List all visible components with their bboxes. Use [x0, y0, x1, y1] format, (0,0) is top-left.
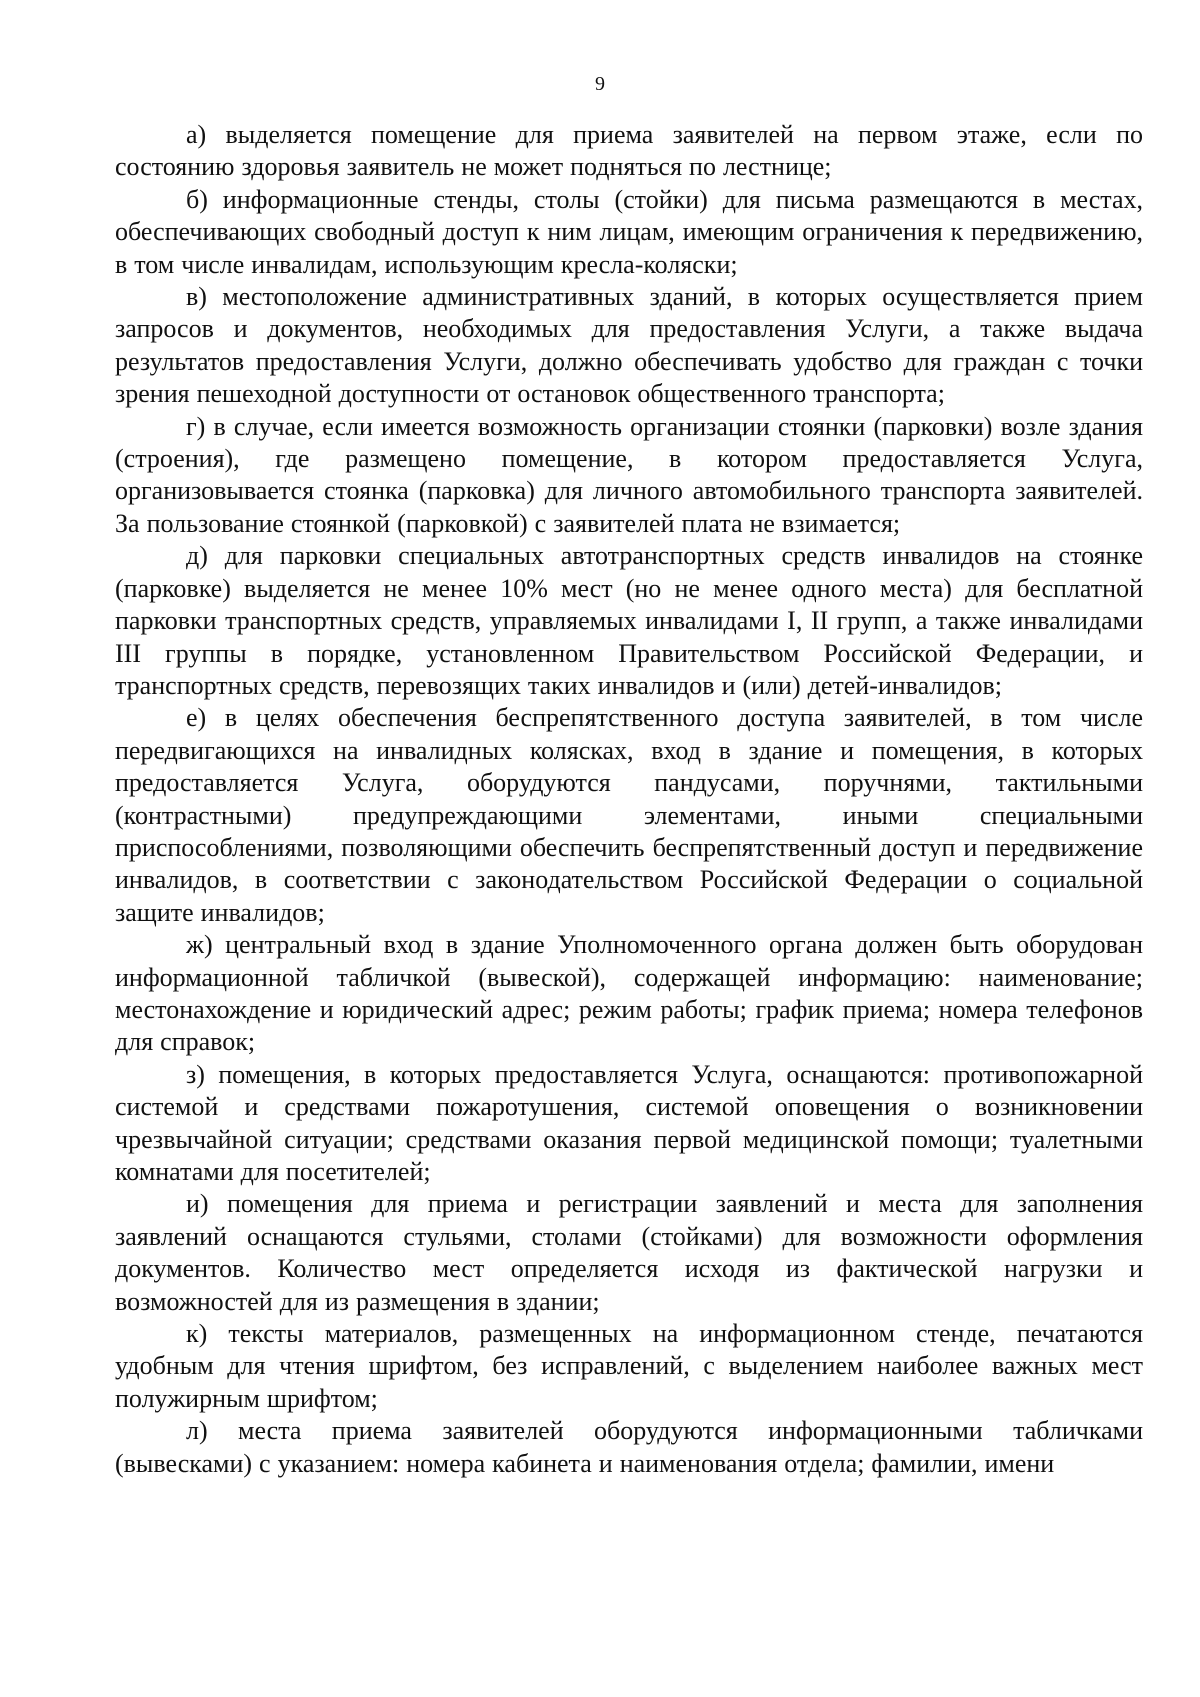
paragraph-k: к) тексты материалов, размещенных на информационном стенде, печатаются удобным для чтения шрифтом, без исправлений, с выделением наиболее важных мест полужирным шрифтом;	[115, 1319, 1143, 1413]
paragraph-e: е) в целях обеспечения беспрепятственного доступа заявителей, в том числе передвигающихся на инвалидных колясках, вход в здание и помещения, в которых предоставляется Услуга, оборудуются пандусами, поручнями, тактильными (контрастными) предупреждающими элементами, иными специальными приспособлениями, позволяющими обеспечить беспрепятственный доступ и передвижение инвалидов, в соответствии с законодательством Российской Федерации о социальной защите инвалидов;	[115, 703, 1143, 927]
paragraph-v: в) местоположение административных зданий, в которых осуществляется прием запросов и документов, необходимых для предоставления Услуги, а также выдача результатов предоставления Услуги, должно обеспечивать удобство для граждан с точки зрения пешеходной доступности от остановок общественного транспорта;	[115, 282, 1143, 409]
paragraph-i: и) помещения для приема и регистрации заявлений и места для заполнения заявлений оснащаются стульями, столами (стойками) для возможности оформления документов. Количество мест определяется исходя из фактической нагрузки и возможностей для из размещения в здании;	[115, 1189, 1143, 1316]
page-number: 9	[595, 73, 605, 95]
document-body	[115, 119, 1143, 1480]
paragraph-l: л) места приема заявителей оборудуются информационными табличками (вывесками) с указанием: номера кабинета и наименования отдела; фамилии, имени	[115, 1416, 1143, 1478]
paragraph-g: г) в случае, если имеется возможность организации стоянки (парковки) возле здания (строения), где размещено помещение, в котором предоставляется Услуга, организовывается стоянка (парковка) для личного автомобильного транспорта заявителей. За пользование стоянкой (парковкой) с заявителей плата не взимается;	[115, 411, 1143, 538]
paragraph-b: б) информационные стенды, столы (стойки) для письма размещаются в местах, обеспечивающих свободный доступ к ним лицам, имеющим ограничения к передвижению, в том числе инвалидам, использующим кресла-коляски;	[115, 184, 1143, 279]
paragraph-d: д) для парковки специальных автотранспортных средств инвалидов на стоянке (парковке) выделяется не менее 10% мест (но не менее одного места) для бесплатной парковки транспортных средств, управляемых инвалидами I, II групп, а также инвалидами III группы в порядке, установленном Правительством Российской Федерации, и транспортных средств, перевозящих таких инвалидов и (или) детей-инвалидов;	[115, 541, 1143, 700]
paragraph-z: з) помещения, в которых предоставляется Услуга, оснащаются: противопожарной системой и средствами пожаротушения, системой оповещения о возникновении чрезвычайной ситуации; средствами оказания первой медицинской помощи; туалетными комнатами для посетителей;	[115, 1059, 1143, 1186]
paragraph-zh: ж) центральный вход в здание Уполномоченного органа должен быть оборудован информационной табличкой (вывеской), содержащей информацию: наименование; местонахождение и юридический адрес; режим работы; график приема; номера телефонов для справок;	[115, 930, 1143, 1057]
paragraph-a: а) выделяется помещение для приема заявителей на первом этаже, если по состоянию здоровья заявитель не может подняться по лестнице;	[115, 120, 1143, 182]
